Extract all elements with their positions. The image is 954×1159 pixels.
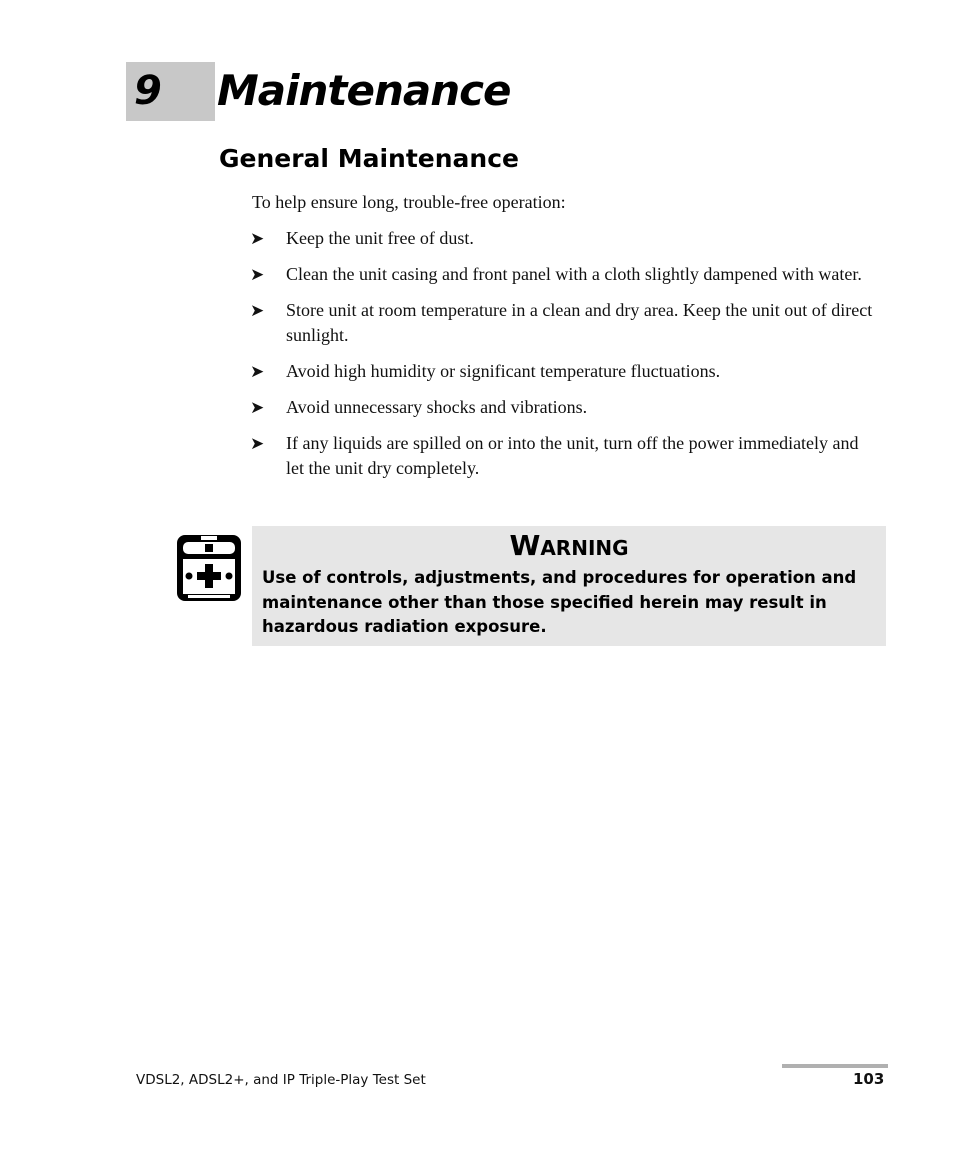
list-item	[250, 431, 880, 481]
warning-text: Use of controls, adjustments, and procedures for operation and maintenance other than those specified herein may result in hazardous radiation exposure.	[262, 568, 857, 636]
arrowhead-bullet-icon: ➤	[250, 362, 265, 381]
arrowhead-bullet-icon: ➤	[250, 301, 265, 320]
arrowhead-bullet-icon: ➤	[250, 398, 265, 417]
list-item-text: Store unit at room temperature in a clean and dry area. Keep the unit out of direct sunlight.	[286, 300, 873, 345]
list-item	[250, 262, 880, 287]
footer-rule	[782, 1064, 888, 1068]
list-item-text: Clean the unit casing and front panel with a cloth slightly dampened with water.	[286, 264, 862, 284]
warning-title: Warning	[509, 529, 629, 562]
list-item	[250, 359, 880, 384]
chapter-title: Maintenance	[217, 66, 511, 115]
arrowhead-bullet-icon: ➤	[250, 265, 265, 284]
list-item	[250, 298, 880, 348]
section-heading: General Maintenance	[219, 144, 519, 173]
list-item-text: Keep the unit free of dust.	[286, 228, 474, 248]
intro-text: To help ensure long, trouble-free operation:	[252, 192, 566, 212]
list-item	[250, 226, 880, 251]
arrowhead-bullet-icon: ➤	[250, 434, 265, 453]
list-item-text: Avoid unnecessary shocks and vibrations.	[286, 397, 588, 417]
ambulance-warning-icon	[175, 533, 243, 603]
list-item	[250, 395, 880, 420]
warning-box	[252, 526, 886, 646]
page-number: 103	[853, 1070, 885, 1088]
list-item-text: If any liquids are spilled on or into the unit, turn off the power immediately and let the unit dry completely.	[286, 433, 859, 478]
footer-product-name: VDSL2, ADSL2+, and IP Triple-Play Test Set	[136, 1072, 426, 1088]
maintenance-list	[250, 226, 880, 492]
arrowhead-bullet-icon: ➤	[250, 229, 265, 248]
chapter-number: 9	[134, 68, 162, 114]
list-item-text: Avoid high humidity or significant temperature fluctuations.	[286, 361, 721, 381]
